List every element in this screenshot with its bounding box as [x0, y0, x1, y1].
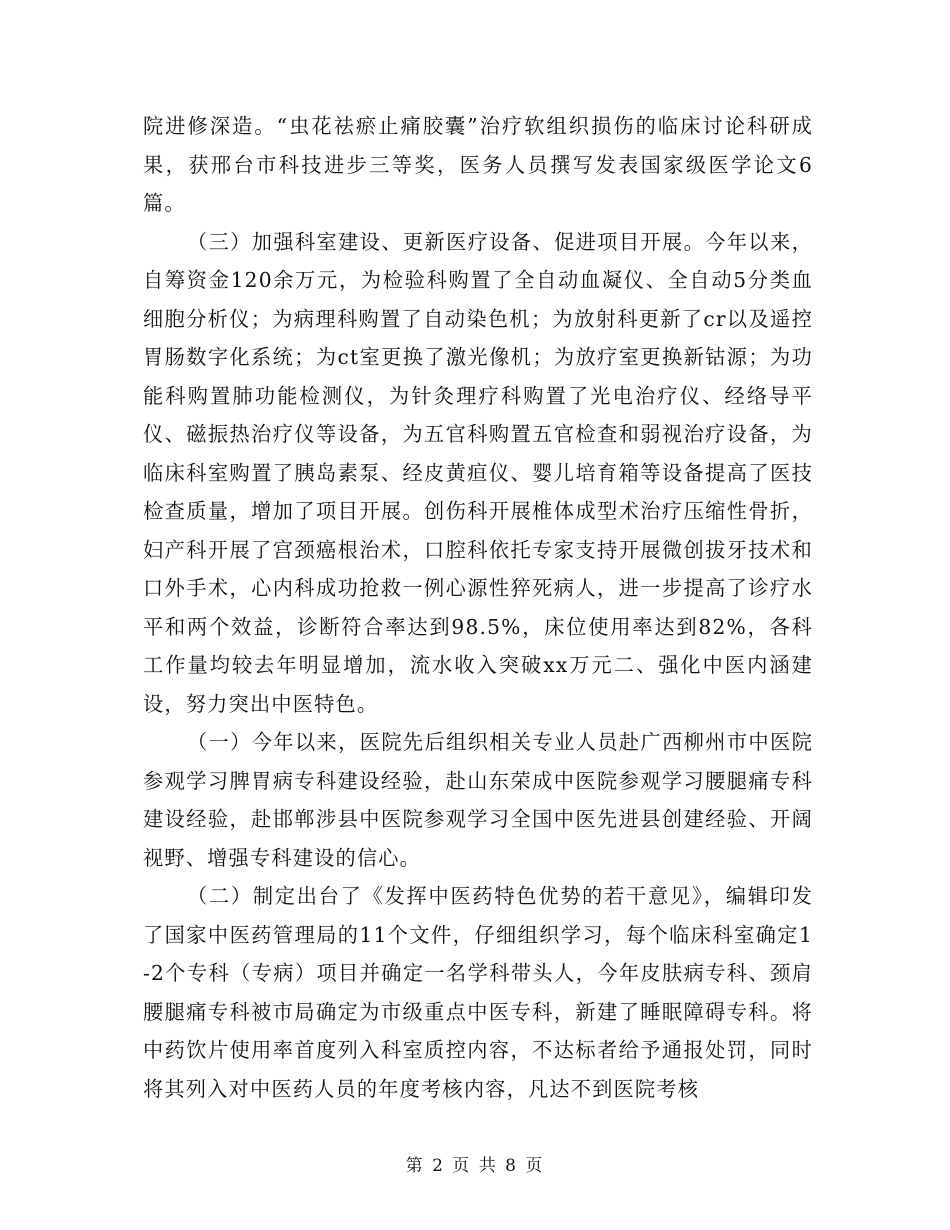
paragraph-1: 院进修深造。“虫花祛瘀止痛胶囊”治疗软组织损伤的临床讨论科研成果，获邢台市科技进步三等奖，医务人员撰写发表国家级医学论文6篇。	[143, 114, 813, 215]
paragraph-4: （二）制定出台了《发挥中医药特色优势的若干意见》，编辑印发了国家中医药管理局的11个文件，仔细组织学习，每个临床科室确定1-2个专科（专病）项目并确定一名学科带头人，今年皮肤病专科、颈肩腰腿痛专科被市局确定为市级重点中医专科，新建了睡眠障碍专科。将中药饮片使用率首度列入科室质控内容，不达标者给予通报处罚，同时将其列入对中医药人员的年度考核内容，凡达不到医院考核	[143, 884, 813, 1101]
paragraph-2: （三）加强科室建设、更新医疗设备、促进项目开展。今年以来，自筹资金120余万元，为检验科购置了全自动血凝仪、全自动5分类血细胞分析仪；为病理科购置了自动染色机；为放射科更新了cr以及遥控胃肠数字化系统；为ct室更换了激光像机；为放疗室更换新钴源；为功能科购置肺功能检测仪，为针灸理疗科购置了光电治疗仪、经络导平仪、磁振热治疗仪等设备，为五官科购置五官检查和弱视治疗设备，为临床科室购置了胰岛素泵、经皮黄疸仪、婴儿培育箱等设备提高了医技检查质量，增加了项目开展。创伤科开展椎体成型术治疗压缩性骨折，妇产科开展了宫颈癌根治术，口腔科依托专家支持开展微创拔牙技术和口外手术，心内科成功抢救一例心源性猝死病人，进一步提高了诊疗水平和两个效益，诊断符合率达到98.5%，床位使用率达到82%，各科工作量均较去年明显增加，流水收入突破xx万元二、强化中医内涵建设，努力突出中医特色。	[143, 229, 813, 716]
paragraph-3: （一）今年以来，医院先后组织相关专业人员赴广西柳州市中医院参观学习脾胃病专科建设经验，赴山东荣成中医院参观学习腰腿痛专科建设经验，赴邯郸涉县中医院参观学习全国中医先进县创建经验、开阔视野、增强专科建设的信心。	[143, 730, 813, 870]
page-number-footer: 第 2 页 共 8 页	[405, 1156, 545, 1176]
document-body	[143, 107, 813, 1108]
